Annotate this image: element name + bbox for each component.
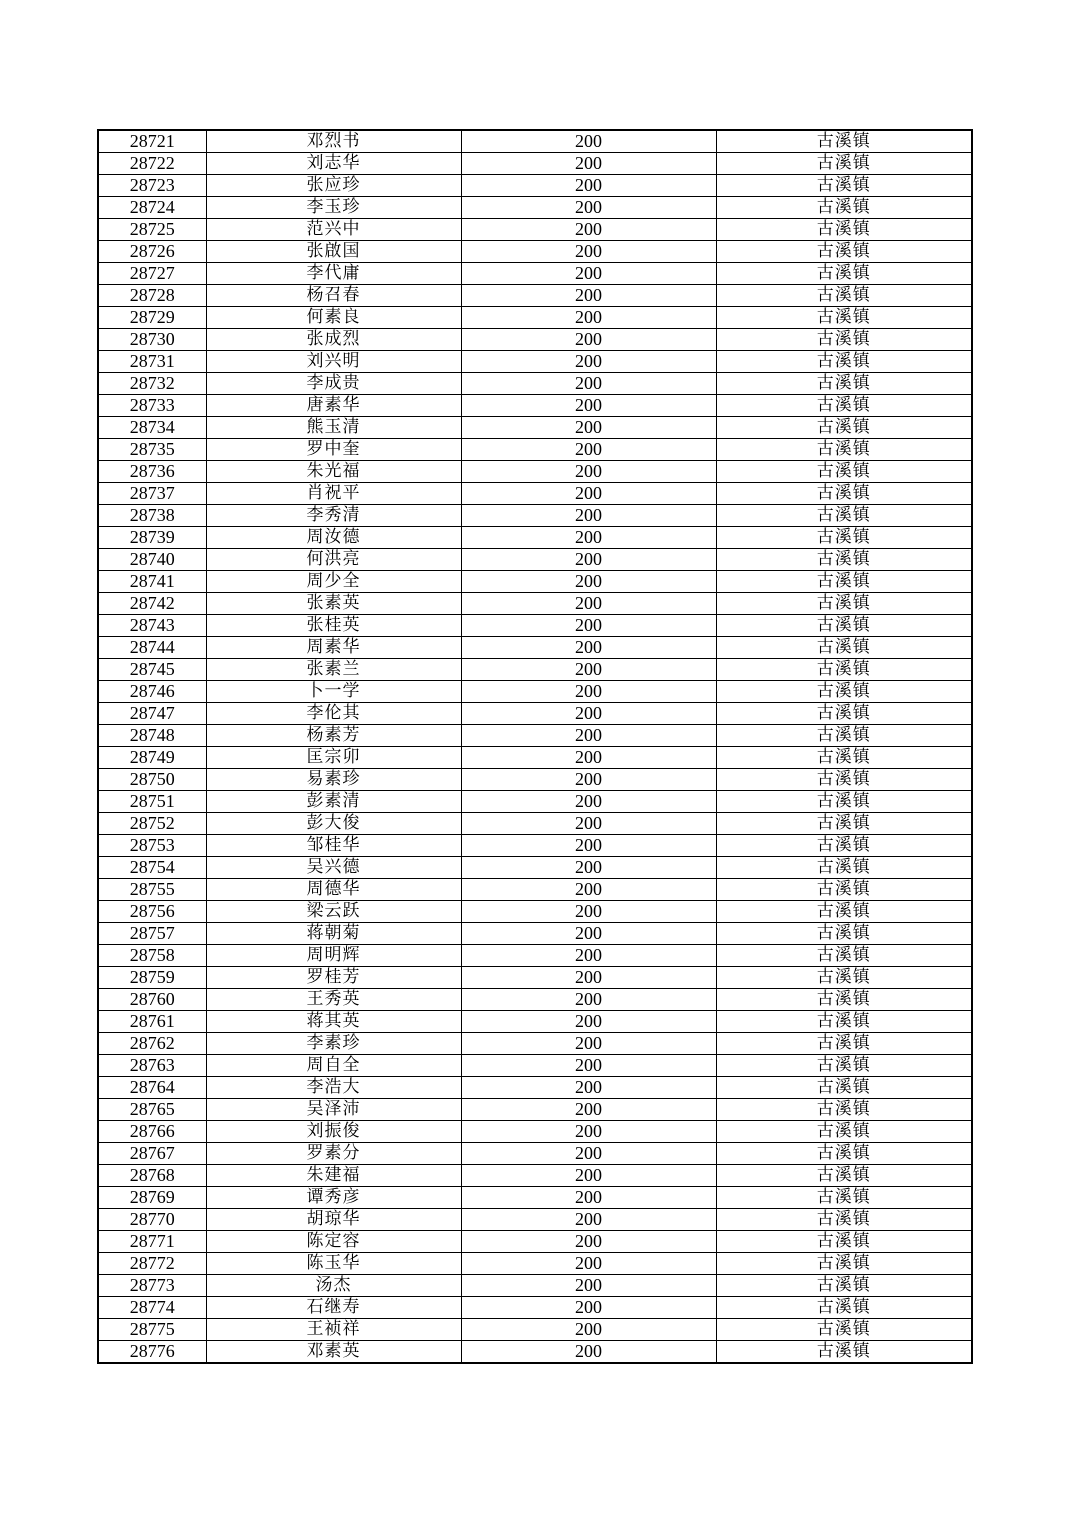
cell-name: 周汝德 [206, 527, 461, 549]
cell-amount: 200 [461, 130, 716, 153]
cell-town: 古溪镇 [716, 989, 972, 1011]
cell-id: 28737 [98, 483, 206, 505]
table-row [98, 769, 972, 791]
cell-id: 28752 [98, 813, 206, 835]
table-row [98, 549, 972, 571]
cell-town: 古溪镇 [716, 813, 972, 835]
table-row [98, 1341, 972, 1364]
cell-id: 28771 [98, 1231, 206, 1253]
cell-name: 张应珍 [206, 175, 461, 197]
table-row [98, 1143, 972, 1165]
cell-id: 28747 [98, 703, 206, 725]
cell-town: 古溪镇 [716, 703, 972, 725]
cell-name: 卜一学 [206, 681, 461, 703]
cell-amount: 200 [461, 681, 716, 703]
cell-id: 28750 [98, 769, 206, 791]
cell-id: 28755 [98, 879, 206, 901]
table-row [98, 659, 972, 681]
cell-id: 28724 [98, 197, 206, 219]
cell-name: 周德华 [206, 879, 461, 901]
cell-name: 匡宗卯 [206, 747, 461, 769]
cell-town: 古溪镇 [716, 1011, 972, 1033]
table-row [98, 1209, 972, 1231]
table-row [98, 747, 972, 769]
table-row [98, 593, 972, 615]
cell-id: 28746 [98, 681, 206, 703]
cell-id: 28749 [98, 747, 206, 769]
cell-amount: 200 [461, 1253, 716, 1275]
table-row [98, 395, 972, 417]
cell-id: 28753 [98, 835, 206, 857]
cell-name: 肖祝平 [206, 483, 461, 505]
table-row [98, 197, 972, 219]
table-row [98, 879, 972, 901]
cell-name: 何洪亮 [206, 549, 461, 571]
cell-town: 古溪镇 [716, 1209, 972, 1231]
cell-town: 古溪镇 [716, 373, 972, 395]
cell-town: 古溪镇 [716, 1341, 972, 1364]
cell-amount: 200 [461, 1187, 716, 1209]
cell-amount: 200 [461, 857, 716, 879]
cell-town: 古溪镇 [716, 637, 972, 659]
cell-id: 28754 [98, 857, 206, 879]
table-row [98, 615, 972, 637]
cell-amount: 200 [461, 703, 716, 725]
cell-town: 古溪镇 [716, 1033, 972, 1055]
table-row [98, 1297, 972, 1319]
cell-town: 古溪镇 [716, 549, 972, 571]
cell-amount: 200 [461, 1011, 716, 1033]
cell-id: 28776 [98, 1341, 206, 1364]
cell-amount: 200 [461, 417, 716, 439]
cell-name: 李秀清 [206, 505, 461, 527]
cell-amount: 200 [461, 505, 716, 527]
cell-amount: 200 [461, 351, 716, 373]
cell-id: 28738 [98, 505, 206, 527]
table-row [98, 989, 972, 1011]
cell-amount: 200 [461, 1319, 716, 1341]
cell-id: 28734 [98, 417, 206, 439]
cell-id: 28723 [98, 175, 206, 197]
cell-amount: 200 [461, 835, 716, 857]
cell-id: 28736 [98, 461, 206, 483]
cell-town: 古溪镇 [716, 505, 972, 527]
cell-name: 熊玉清 [206, 417, 461, 439]
cell-town: 古溪镇 [716, 681, 972, 703]
cell-id: 28742 [98, 593, 206, 615]
cell-town: 古溪镇 [716, 1231, 972, 1253]
cell-name: 陈定容 [206, 1231, 461, 1253]
cell-id: 28725 [98, 219, 206, 241]
cell-name: 张桂英 [206, 615, 461, 637]
cell-name: 蒋其英 [206, 1011, 461, 1033]
cell-name: 杨素芳 [206, 725, 461, 747]
cell-town: 古溪镇 [716, 1297, 972, 1319]
table-row [98, 1253, 972, 1275]
cell-town: 古溪镇 [716, 1121, 972, 1143]
cell-amount: 200 [461, 879, 716, 901]
cell-name: 朱建福 [206, 1165, 461, 1187]
table-row [98, 439, 972, 461]
cell-amount: 200 [461, 967, 716, 989]
table-row [98, 857, 972, 879]
cell-amount: 200 [461, 1297, 716, 1319]
cell-name: 张素兰 [206, 659, 461, 681]
table-row [98, 1077, 972, 1099]
cell-town: 古溪镇 [716, 593, 972, 615]
cell-amount: 200 [461, 175, 716, 197]
table-row [98, 1165, 972, 1187]
cell-name: 李成贵 [206, 373, 461, 395]
cell-town: 古溪镇 [716, 241, 972, 263]
cell-town: 古溪镇 [716, 1165, 972, 1187]
cell-id: 28739 [98, 527, 206, 549]
cell-id: 28767 [98, 1143, 206, 1165]
cell-id: 28766 [98, 1121, 206, 1143]
cell-town: 古溪镇 [716, 571, 972, 593]
cell-town: 古溪镇 [716, 1055, 972, 1077]
table-row [98, 1055, 972, 1077]
cell-name: 朱光福 [206, 461, 461, 483]
cell-town: 古溪镇 [716, 527, 972, 549]
cell-town: 古溪镇 [716, 219, 972, 241]
cell-town: 古溪镇 [716, 945, 972, 967]
cell-id: 28721 [98, 130, 206, 153]
table-row [98, 351, 972, 373]
cell-id: 28772 [98, 1253, 206, 1275]
table-row [98, 285, 972, 307]
cell-town: 古溪镇 [716, 1143, 972, 1165]
cell-name: 谭秀彦 [206, 1187, 461, 1209]
cell-town: 古溪镇 [716, 483, 972, 505]
cell-name: 何素良 [206, 307, 461, 329]
table-row [98, 505, 972, 527]
cell-name: 蒋朝菊 [206, 923, 461, 945]
cell-name: 罗中奎 [206, 439, 461, 461]
table-row [98, 725, 972, 747]
cell-id: 28751 [98, 791, 206, 813]
cell-amount: 200 [461, 1033, 716, 1055]
cell-name: 邓烈书 [206, 130, 461, 153]
table-row [98, 1099, 972, 1121]
cell-amount: 200 [461, 153, 716, 175]
cell-name: 王祯祥 [206, 1319, 461, 1341]
cell-name: 周明辉 [206, 945, 461, 967]
cell-id: 28722 [98, 153, 206, 175]
cell-town: 古溪镇 [716, 769, 972, 791]
cell-amount: 200 [461, 549, 716, 571]
cell-amount: 200 [461, 1341, 716, 1364]
cell-id: 28774 [98, 1297, 206, 1319]
cell-id: 28763 [98, 1055, 206, 1077]
cell-amount: 200 [461, 1055, 716, 1077]
cell-id: 28775 [98, 1319, 206, 1341]
cell-amount: 200 [461, 1121, 716, 1143]
cell-id: 28735 [98, 439, 206, 461]
cell-amount: 200 [461, 1209, 716, 1231]
cell-name: 邓素英 [206, 1341, 461, 1364]
cell-name: 李玉珍 [206, 197, 461, 219]
cell-name: 王秀英 [206, 989, 461, 1011]
cell-name: 张素英 [206, 593, 461, 615]
table-row [98, 703, 972, 725]
cell-id: 28731 [98, 351, 206, 373]
cell-name: 唐素华 [206, 395, 461, 417]
table-row [98, 241, 972, 263]
cell-name: 彭大俊 [206, 813, 461, 835]
cell-name: 吴兴德 [206, 857, 461, 879]
cell-town: 古溪镇 [716, 153, 972, 175]
cell-name: 罗素分 [206, 1143, 461, 1165]
cell-amount: 200 [461, 1275, 716, 1297]
cell-amount: 200 [461, 813, 716, 835]
table-row [98, 571, 972, 593]
cell-amount: 200 [461, 329, 716, 351]
cell-amount: 200 [461, 571, 716, 593]
table-row [98, 483, 972, 505]
cell-town: 古溪镇 [716, 791, 972, 813]
cell-town: 古溪镇 [716, 130, 972, 153]
table-row [98, 329, 972, 351]
cell-id: 28726 [98, 241, 206, 263]
table-row [98, 967, 972, 989]
cell-amount: 200 [461, 263, 716, 285]
table-row [98, 791, 972, 813]
table-row [98, 637, 972, 659]
cell-town: 古溪镇 [716, 967, 972, 989]
cell-town: 古溪镇 [716, 351, 972, 373]
cell-id: 28744 [98, 637, 206, 659]
cell-town: 古溪镇 [716, 1187, 972, 1209]
cell-name: 刘志华 [206, 153, 461, 175]
cell-name: 张啟国 [206, 241, 461, 263]
cell-amount: 200 [461, 527, 716, 549]
cell-name: 彭素清 [206, 791, 461, 813]
cell-town: 古溪镇 [716, 901, 972, 923]
table-row [98, 813, 972, 835]
cell-name: 杨召春 [206, 285, 461, 307]
cell-amount: 200 [461, 483, 716, 505]
cell-town: 古溪镇 [716, 439, 972, 461]
cell-amount: 200 [461, 989, 716, 1011]
cell-amount: 200 [461, 945, 716, 967]
subsidy-table [97, 129, 973, 1364]
table-row [98, 307, 972, 329]
cell-name: 吴泽沛 [206, 1099, 461, 1121]
cell-id: 28769 [98, 1187, 206, 1209]
cell-name: 李伦其 [206, 703, 461, 725]
cell-id: 28756 [98, 901, 206, 923]
cell-name: 刘振俊 [206, 1121, 461, 1143]
cell-amount: 200 [461, 197, 716, 219]
cell-amount: 200 [461, 219, 716, 241]
cell-name: 梁云跃 [206, 901, 461, 923]
cell-amount: 200 [461, 593, 716, 615]
cell-town: 古溪镇 [716, 879, 972, 901]
cell-name: 汤杰 [206, 1275, 461, 1297]
cell-id: 28728 [98, 285, 206, 307]
cell-id: 28727 [98, 263, 206, 285]
cell-name: 张成烈 [206, 329, 461, 351]
cell-amount: 200 [461, 1099, 716, 1121]
cell-id: 28764 [98, 1077, 206, 1099]
cell-town: 古溪镇 [716, 857, 972, 879]
cell-town: 古溪镇 [716, 1275, 972, 1297]
table-row [98, 373, 972, 395]
cell-amount: 200 [461, 307, 716, 329]
cell-amount: 200 [461, 241, 716, 263]
cell-town: 古溪镇 [716, 659, 972, 681]
cell-amount: 200 [461, 439, 716, 461]
cell-town: 古溪镇 [716, 307, 972, 329]
cell-amount: 200 [461, 1165, 716, 1187]
table-row [98, 130, 972, 153]
cell-amount: 200 [461, 461, 716, 483]
cell-name: 周少全 [206, 571, 461, 593]
cell-town: 古溪镇 [716, 1099, 972, 1121]
cell-town: 古溪镇 [716, 329, 972, 351]
table-row [98, 1033, 972, 1055]
cell-amount: 200 [461, 1143, 716, 1165]
cell-id: 28741 [98, 571, 206, 593]
cell-town: 古溪镇 [716, 923, 972, 945]
cell-town: 古溪镇 [716, 1319, 972, 1341]
cell-town: 古溪镇 [716, 395, 972, 417]
cell-town: 古溪镇 [716, 747, 972, 769]
cell-name: 范兴中 [206, 219, 461, 241]
cell-id: 28732 [98, 373, 206, 395]
cell-name: 邹桂华 [206, 835, 461, 857]
cell-name: 刘兴明 [206, 351, 461, 373]
cell-town: 古溪镇 [716, 175, 972, 197]
cell-amount: 200 [461, 615, 716, 637]
cell-id: 28770 [98, 1209, 206, 1231]
cell-name: 胡琼华 [206, 1209, 461, 1231]
cell-id: 28757 [98, 923, 206, 945]
cell-id: 28730 [98, 329, 206, 351]
table-row [98, 1275, 972, 1297]
table-row [98, 263, 972, 285]
cell-town: 古溪镇 [716, 461, 972, 483]
table-row [98, 901, 972, 923]
cell-id: 28773 [98, 1275, 206, 1297]
cell-id: 28760 [98, 989, 206, 1011]
cell-amount: 200 [461, 769, 716, 791]
cell-amount: 200 [461, 901, 716, 923]
cell-id: 28768 [98, 1165, 206, 1187]
cell-town: 古溪镇 [716, 285, 972, 307]
table-row [98, 153, 972, 175]
cell-id: 28762 [98, 1033, 206, 1055]
cell-town: 古溪镇 [716, 197, 972, 219]
cell-amount: 200 [461, 747, 716, 769]
cell-amount: 200 [461, 725, 716, 747]
cell-name: 李素珍 [206, 1033, 461, 1055]
cell-amount: 200 [461, 285, 716, 307]
table-row [98, 945, 972, 967]
cell-town: 古溪镇 [716, 615, 972, 637]
cell-amount: 200 [461, 923, 716, 945]
cell-name: 周素华 [206, 637, 461, 659]
cell-id: 28733 [98, 395, 206, 417]
cell-id: 28748 [98, 725, 206, 747]
table-row [98, 175, 972, 197]
cell-amount: 200 [461, 1077, 716, 1099]
table-row [98, 417, 972, 439]
cell-town: 古溪镇 [716, 835, 972, 857]
cell-town: 古溪镇 [716, 1253, 972, 1275]
cell-amount: 200 [461, 791, 716, 813]
table-row [98, 1121, 972, 1143]
table-row [98, 1187, 972, 1209]
table-row [98, 1011, 972, 1033]
cell-town: 古溪镇 [716, 1077, 972, 1099]
cell-id: 28740 [98, 549, 206, 571]
cell-amount: 200 [461, 659, 716, 681]
cell-amount: 200 [461, 395, 716, 417]
table-row [98, 527, 972, 549]
table-body [98, 130, 972, 1363]
table-row [98, 461, 972, 483]
cell-id: 28761 [98, 1011, 206, 1033]
table-row [98, 681, 972, 703]
cell-id: 28745 [98, 659, 206, 681]
cell-name: 石继寿 [206, 1297, 461, 1319]
cell-name: 易素珍 [206, 769, 461, 791]
cell-id: 28743 [98, 615, 206, 637]
cell-id: 28758 [98, 945, 206, 967]
cell-id: 28759 [98, 967, 206, 989]
cell-town: 古溪镇 [716, 725, 972, 747]
table-row [98, 1231, 972, 1253]
cell-town: 古溪镇 [716, 263, 972, 285]
table-row [98, 1319, 972, 1341]
cell-name: 罗桂芳 [206, 967, 461, 989]
table-row [98, 923, 972, 945]
cell-amount: 200 [461, 637, 716, 659]
cell-name: 李浩大 [206, 1077, 461, 1099]
cell-id: 28729 [98, 307, 206, 329]
cell-id: 28765 [98, 1099, 206, 1121]
table-row [98, 835, 972, 857]
cell-name: 周自全 [206, 1055, 461, 1077]
cell-town: 古溪镇 [716, 417, 972, 439]
cell-name: 陈玉华 [206, 1253, 461, 1275]
cell-name: 李代庸 [206, 263, 461, 285]
cell-amount: 200 [461, 1231, 716, 1253]
table-row [98, 219, 972, 241]
cell-amount: 200 [461, 373, 716, 395]
